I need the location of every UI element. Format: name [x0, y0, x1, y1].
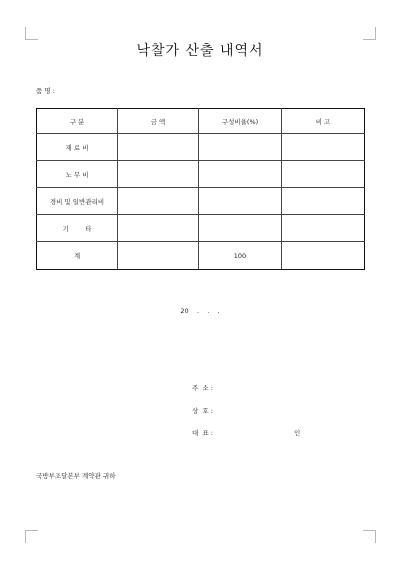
row-amount [118, 134, 199, 161]
addressee: 국방부조달본부 계약관 귀하 [36, 472, 116, 480]
table-row [37, 134, 365, 161]
row-ratio [199, 215, 282, 242]
crop-mark-top-right [363, 27, 376, 40]
total-label: 계 [37, 242, 118, 270]
row-amount [118, 161, 199, 188]
row-amount [118, 215, 199, 242]
date-line: 20 . . . [180, 307, 220, 315]
row-ratio [199, 161, 282, 188]
row-category: 기 타 [37, 215, 118, 242]
row-note [282, 134, 365, 161]
table-header-row [37, 109, 365, 134]
address-label: 주 소 : [192, 384, 213, 392]
company-label: 상 호 : [192, 407, 213, 415]
row-note [282, 215, 365, 242]
row-ratio [199, 188, 282, 215]
row-category: 노 무 비 [37, 161, 118, 188]
crop-mark-bottom-left [25, 530, 38, 543]
table-total-row [37, 242, 365, 270]
crop-mark-top-left [25, 27, 38, 40]
header-amount: 금 액 [118, 109, 199, 134]
table-row [37, 188, 365, 215]
table-row [37, 215, 365, 242]
header-note: 비 고 [282, 109, 365, 134]
total-amount [118, 242, 199, 270]
seal-label: 인 [294, 429, 301, 437]
document-title: 낙찰가 산출 내역서 [136, 43, 264, 59]
header-category: 구 분 [37, 109, 118, 134]
header-ratio: 구성비율(%) [199, 109, 282, 134]
cost-breakdown-table [36, 108, 365, 270]
crop-mark-bottom-right [363, 530, 376, 543]
item-name-label: 품 명 : [36, 87, 55, 95]
row-amount [118, 188, 199, 215]
row-note [282, 161, 365, 188]
row-category: 재 료 비 [37, 134, 118, 161]
total-note [282, 242, 365, 270]
row-note [282, 188, 365, 215]
table-row [37, 161, 365, 188]
row-ratio [199, 134, 282, 161]
total-ratio: 100 [199, 242, 282, 270]
row-category: 경비 및 일반관리비 [37, 188, 118, 215]
representative-label: 대 표 : [192, 429, 213, 437]
